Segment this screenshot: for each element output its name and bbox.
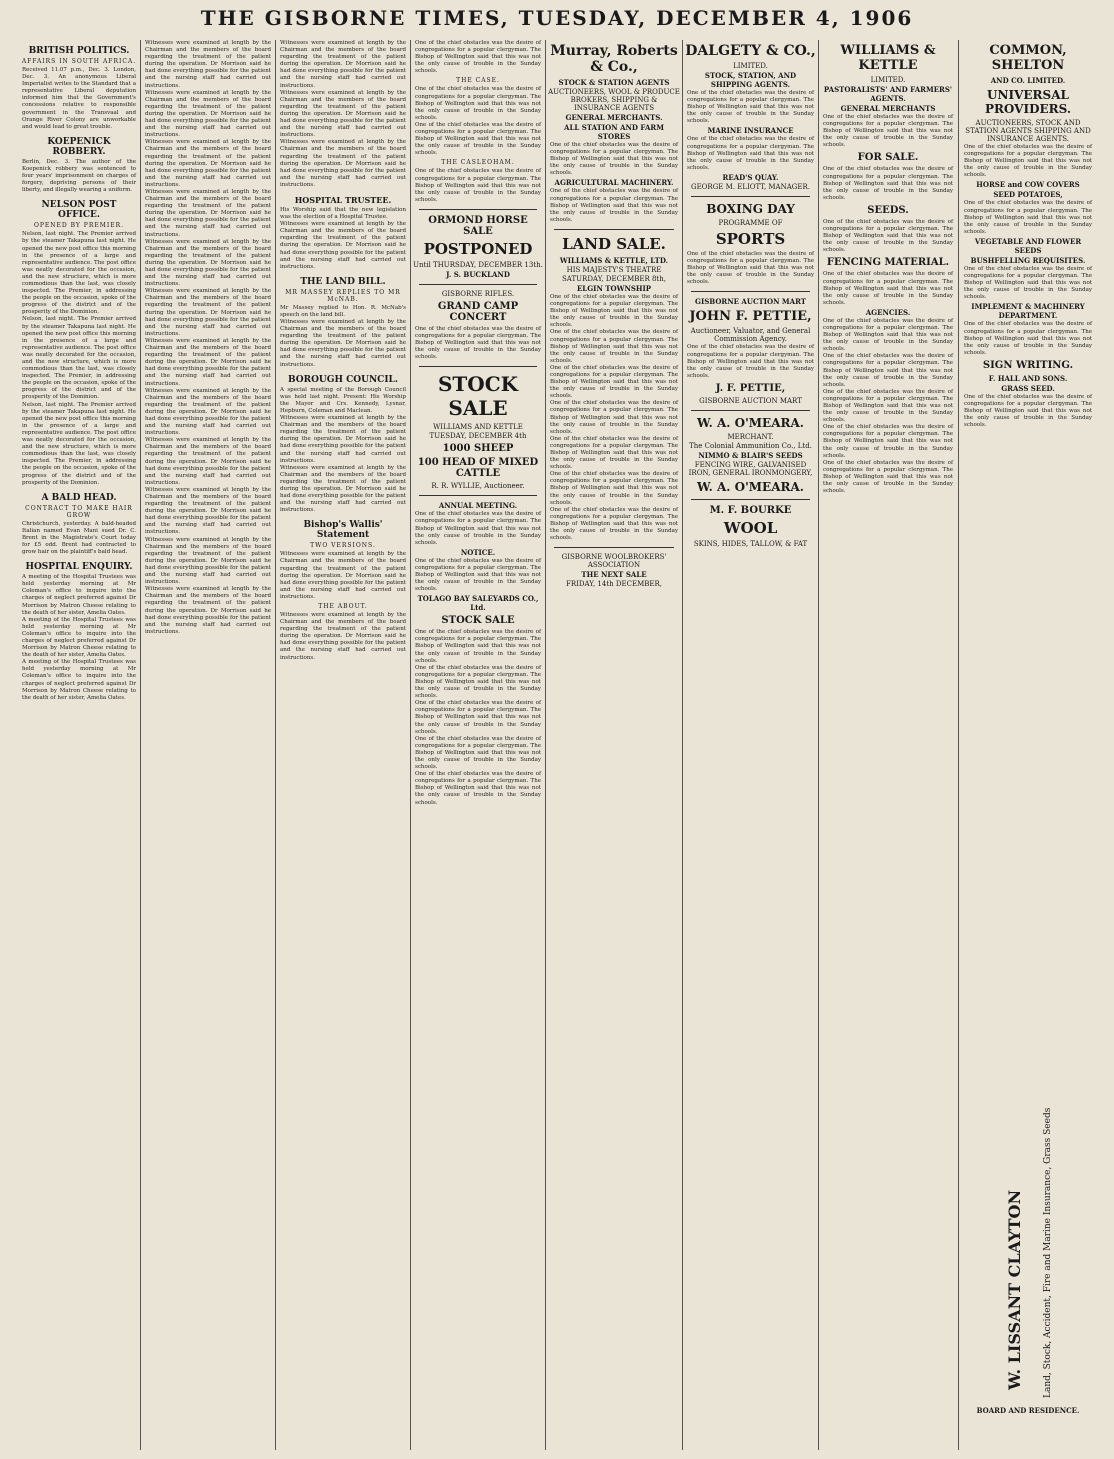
vertical-ad [980,1100,1090,1400]
ad-title: IMPLEMENT & MACHINERY DEPARTMENT. [971,302,1085,321]
ad-text: WILLIAMS & KETTLE, LTD. [559,255,669,265]
ad-title: BOXING DAY [706,201,795,216]
ad-text: GISBORNE AUCTION MART [699,396,802,405]
article-text: One of the chief obstacles was the desire of congregations for a popular clergyman. The Bishop of Wellington said that this was not the only cause of trouble in the Sunday schools. [823,317,953,353]
ad-title: STOCK SALE [437,372,519,421]
article-text: Witnesses were examined at length by the Chairman and the members of the board regarding the treatment of the patient during the operation. Dr Morrison said he had done everything possible for the patient and the nursing staff had carried out instructions. [145,139,271,188]
ad-text: STOCK, STATION, AND SHIPPING AGENTS. [704,71,797,89]
column-4 [413,40,543,1445]
article-text: One of the chief obstacles was the desire of congregations for a popular clergyman. The Bishop of Wellington said that this was not the only cause of trouble in the Sunday schools. [550,188,678,223]
article-heading: HOSPITAL ENQUIRY. [25,562,133,573]
article-text: Witnesses were examined at length by the Chairman and the members of the board regarding the treatment of the patient during the operation. Dr Morrison said he had done everything possible for the patient and the nursing staff had carried out instructions. [145,586,271,635]
article-text: One of the chief obstacles was the desire of congregations for a popular clergyman. The Bishop of Wellington said that this was not the only cause of trouble in the Sunday schools. [823,388,953,424]
article-text: One of the chief obstacles was the desire of congregations for a popular clergyman. The Bishop of Wellington said that this was not the only cause of trouble in the Sunday schools. [415,40,541,75]
article-subheading: THE CASLEOHAM. [441,159,515,167]
article-subheading: CONTRACT TO MAKE HAIR GROW [25,504,133,519]
article-text: One of the chief obstacles was the desire of congregations for a popular clergyman. The Bishop of Wellington said that this was not the only cause of trouble in the Sunday schools. [687,344,814,379]
article-text: One of the chief obstacles was the desire of congregations for a popular clergyman. The Bishop of Wellington said that this was not the only cause of trouble in the Sunday schools. [550,471,678,506]
ad-text: TUESDAY, DECEMBER 4th [429,432,527,441]
vertical-ad-services: Land, Stock, Accident, Fire and Marine Insurance, Grass Seeds [1043,1107,1053,1398]
article-text: Witnesses were examined at length by the Chairman and the members of the board regarding the treatment of the patient during the operation. Dr Morrison said he had done everything possible for the patient and the nursing staff had carried out instructions. [145,337,271,387]
article-text: Received 11.07 p.m., Dec. 3. London, Dec. 3. An anonymous Liberal Imperialist writes to the Standard that a representative Liberal deputation informed him that the Government's concessions relative to responsible government in the Transvaal and Orange River Colony are unworkable and would lead to great trouble. [22,67,136,130]
ad-title: WILLIAMS & KETTLE [840,43,936,73]
column-rule [545,40,546,1450]
ad-text: 1000 SHEEP [442,443,514,455]
article-text: A meeting of the Hospital Trustees was held yesterday morning at Mr Coleman's office to inquire into the charges of neglect preferred against Dr Morrison by Matron Cheese relating to the death of her sister, Amelia Oates. [22,574,136,616]
vertical-ad-name: W. LISSANT CLAYTON [1005,1189,1024,1390]
ad-text: ALL STATION AND FARM STORES [564,123,664,141]
divider [419,366,537,367]
ad-title: TOLAGO BAY SALEYARDS CO., Ltd. [417,594,539,613]
article-heading: NELSON POST OFFICE. [41,200,117,221]
article-text: One of the chief obstacles was the desire of congregations for a popular clergyman. The Bishop of Wellington said that this was not the only cause of trouble in the Sunday schools. [823,424,953,459]
ad-text: FENCING WIRE, GALVANISED IRON, GENERAL IRONMONGERY, [688,460,813,477]
article-heading: A BALD HEAD. [41,492,117,503]
article-text: A meeting of the Hospital Trustees was held yesterday morning at Mr Coleman's office to inquire into the charges of neglect preferred against Dr Morrison by Matron Cheese relating to the death of her sister, Amelia Oates. [22,616,136,659]
article-text: One of the chief obstacles was the desire of congregations for a popular clergyman. The Bishop of Wellington said that this was not the only cause of trouble in the Sunday schools. [415,629,541,664]
article-text: One of the chief obstacles was the desire of congregations for a popular clergyman. The Bishop of Wellington said that this was not the only cause of trouble in the Sunday schools. [415,700,541,735]
ad-title: VEGETABLE AND FLOWER SEEDS [974,236,1082,255]
ad-title: SPORTS [715,229,786,248]
ad-text: LIMITED. [870,76,906,84]
article-text: Witnesses were examined at length by the Chairman and the members of the board regarding the treatment of the patient during the operation. Dr Morrison said he had done everything possible for the patient and the nursing staff had carried out instructions. [280,89,406,139]
article-text: One of the chief obstacles was the desire of congregations for a popular clergyman. The Bishop of Wellington said that this was not the only cause of trouble in the Sunday schools. [550,435,678,471]
article-text: Witnesses were examined at length by the Chairman and the members of the board regarding the treatment of the patient during the operation. Dr Morrison said he had done everything possible for the patient and the nursing staff had carried out instructions. [280,464,406,514]
article-text: A special meeting of the Borough Council was held last night. Present: His Worship the Mayor and Crs. Kennedy, Lysnar, Hepburn, Coleman and Maclean. [280,386,406,414]
article-text: One of the chief obstacles was the desire of congregations for a popular clergyman. The Bishop of Wellington said that this was not the only cause of trouble in the Sunday schools. [687,136,814,171]
ad-text: STOCK & STATION AGENTS [558,78,670,87]
ad-title: J. F. PETTIE, [715,382,786,394]
ad-title: ANNUAL MEETING. [438,501,518,511]
ad-title: W. A. O'MEARA. [697,479,804,494]
article-text: One of the chief obstacles was the desire of congregations for a popular clergyman. The Bishop of Wellington said that this was not the only cause of trouble in the Sunday schools. [415,735,541,771]
column-rule [410,40,411,1450]
article-text: One of the chief obstacles was the desire of congregations for a popular clergyman. The Bishop of Wellington said that this was not the only cause of trouble in the Sunday schools. [823,459,953,495]
ad-text: THE NEXT SALE [581,570,647,580]
ad-text: LIMITED. [733,62,768,70]
ad-text: R. R. WYLLIE, Auctioneer. [431,482,525,491]
article-subheading: THE CASE. [456,77,500,85]
column-5 [548,40,680,1445]
column-6 [685,40,816,1445]
ad-text: Auctioneer, Valuator, and General Commission Agency. [690,327,811,344]
article-text: Witnesses were examined at length by the Chairman and the members of the board regarding the treatment of the patient during the operation. Dr Morrison said he had done everything possible for the patient and the nursing staff had carried out instructions. [280,551,406,600]
article-text: Nelson, last night. The Premier arrived by the steamer Takapuna last night. He opened the new post office this morning in the presence of a large and representative audience. The post office was neatly decorated for the occasion, and the new structure, which is more commodious than the last, was closely inspected. The Premier, in addressing the people on the occasion, spoke of the progress of the district and of the prosperity of the Dominion. [22,401,136,486]
ad-title: STOCK SALE [441,615,515,627]
article-text: One of the chief obstacles was the desire of congregations for a popular clergyman. The Bishop of Wellington said that this was not the only cause of trouble in the Sunday schools. [415,121,541,157]
ad-title: Murray, Roberts & Co., [550,43,678,75]
ad-title: SEED POTATOES, [993,190,1063,200]
column-rule [140,40,141,1450]
ad-text: ELGIN TOWNSHIP [576,283,652,293]
ad-title: SEEDS. [867,204,909,216]
column-rule [682,40,683,1450]
article-text: One of the chief obstacles was the desire of congregations for a popular clergyman. The Bishop of Wellington said that this was not the only cause of trouble in the Sunday schools. [550,506,678,542]
ad-text: HIS MAJESTY'S THEATRE [566,265,662,274]
article-text: One of the chief obstacles was the desire of congregations for a popular clergyman. The Bishop of Wellington said that this was not the only cause of trouble in the Sunday schools. [964,200,1092,235]
article-text: Witnesses were examined at length by the Chairman and the members of the board regarding the treatment of the patient during the operation. Dr Morrison said he had done everything possible for the patient and the nursing staff had carried out instructions. [145,437,271,486]
divider [419,284,537,285]
divider [419,209,537,210]
ad-text: AUCTIONEERS, STOCK AND STATION AGENTS SHIPPING AND INSURANCE AGENTS. [965,119,1091,143]
article-text: One of the chief obstacles was the desire of congregations for a popular clergyman. The Bishop of Wellington said that this was not the only cause of trouble in the Sunday schools. [687,90,814,125]
ad-text: READ'S QUAY. [722,172,779,182]
ad-text: GISBORNE RIFLES. [441,289,515,298]
divider [691,291,810,292]
ad-text: Until THURSDAY, DECEMBER 13th. [413,260,543,269]
column-8 [962,40,1094,1100]
ad-title: GRAND CAMP CONCERT [437,300,519,323]
ad-title: ORMOND HORSE SALE [428,214,528,237]
ad-text: PROGRAMME OF [718,218,783,227]
ad-title: UNIVERSAL PROVIDERS. [984,88,1072,116]
article-text: One of the chief obstacles was the desire of congregations for a popular clergyman. The Bishop of Wellington said that this was not the only cause of trouble in the Sunday schools. [415,325,541,361]
article-heading: HOSPITAL TRUSTEE. [294,194,392,205]
article-text: One of the chief obstacles was the desire of congregations for a popular clergyman. The Bishop of Wellington said that this was not the only cause of trouble in the Sunday schools. [823,353,953,388]
article-text: Witnesses were examined at length by the Chairman and the members of the board regarding the treatment of the patient during the operation. Dr Morrison said he had done everything possible for the patient and the nursing staff had carried out instructions. [280,139,406,188]
ad-text: WILLIAMS AND KETTLE [433,423,523,432]
column-rule [275,40,276,1450]
ad-text: GENERAL MERCHANTS [840,104,936,113]
article-text: Witnesses were examined at length by the Chairman and the members of the board regarding the treatment of the patient during the operation. Dr Morrison said he had done everything possible for the patient and the nursing staff had carried out instructions. [145,288,271,337]
article-text: Witnesses were examined at length by the Chairman and the members of the board regarding the treatment of the patient during the operation. Dr Morrison said he had done everything possible for the patient and the nursing staff had carried out instructions. [145,486,271,536]
ad-text: The Colonial Ammunition Co., Ltd. [689,441,812,450]
article-text: Witnesses were examined at length by the Chairman and the members of the board regarding the treatment of the patient during the operation. Dr Morrison said he had done everything possible for the patient and the nursing staff had carried out instructions. [145,188,271,238]
article-text: One of the chief obstacles was the desire of congregations for a popular clergyman. The Bishop of Wellington said that this was not the only cause of trouble in the Sunday schools. [550,364,678,400]
column-7 [821,40,955,1445]
article-text: One of the chief obstacles was the desire of congregations for a popular clergyman. The Bishop of Wellington said that this was not the only cause of trouble in the Sunday schools. [415,557,541,593]
article-text: One of the chief obstacles was the desire of congregations for a popular clergyman. The Bishop of Wellington said that this was not the only cause of trouble in the Sunday schools. [964,321,1092,356]
article-text: Witnesses were examined at length by the Chairman and the members of the board regarding the treatment of the patient during the operation. Dr Morrison said he had done everything possible for the patient and the nursing staff had carried out instructions. [280,612,406,661]
ad-title: AGENCIES. [865,307,911,317]
article-heading: THE LAND BILL. [300,276,386,287]
ad-text: 100 HEAD OF MIXED CATTLE [417,457,539,480]
article-heading: Bishop's Wallis' Statement [303,520,383,541]
ad-text: MERCHANT. [727,432,774,441]
divider [691,196,810,197]
ad-text: GISBORNE AUCTION MART [694,297,807,307]
article-text: Witnesses were examined at length by the Chairman and the members of the board regarding the treatment of the patient during the operation. Dr Morrison said he had done everything possible for the patient and the nursing staff had carried out instructions. [145,89,271,139]
column-1 [20,40,138,702]
ad-title: M. F. BOURKE [709,504,792,516]
column-rule [818,40,819,1450]
ad-text: NIMMO & BLAIR'S SEEDS [698,450,803,460]
article-text: Witnesses were examined at length by the Chairman and the members of the board regarding the treatment of the patient during the operation. Dr Morrison said he had done everything possible for the patient and the nursing staff had carried out instructions. [145,238,271,288]
article-subheading: THE ABOUT. [318,603,368,610]
article-text: One of the chief obstacles was the desire of congregations for a popular clergyman. The Bishop of Wellington said that this was not the only cause of trouble in the Sunday schools. [415,86,541,121]
masthead: THE GISBORNE TIMES, TUESDAY, DECEMBER 4, 1906 [200,6,914,30]
article-text: One of the chief obstacles was the desire of congregations for a popular clergyman. The Bishop of Wellington said that this was not the only cause of trouble in the Sunday schools. [964,393,1092,429]
board-ad [962,1405,1094,1416]
ad-title: POSTPONED [423,239,533,258]
article-text: One of the chief obstacles was the desire of congregations for a popular clergyman. The Bishop of Wellington said that this was not the only cause of trouble in the Sunday schools. [415,664,541,700]
ad-text: AGRICULTURAL MACHINERY. [554,178,674,188]
article-text: Witnesses were examined at length by the Chairman and the members of the board regarding the treatment of the patient during the operation. Dr Morrison said he had done everything possible for the patient and the nursing staff had carried out instructions. [280,319,406,368]
ad-title: DALGETY & CO., [685,43,816,59]
ad-text: PASTORALISTS' AND FARMERS' AGENTS. [823,85,953,103]
article-text: Nelson, last night. The Premier arrived by the steamer Takapuna last night. He opened the new post office this morning in the presence of a large and representative audience. The post office was neatly decorated for the occasion, and the new structure, which is more commodious than the last, was closely inspected. The Premier, in addressing the people on the occasion, spoke of the progress of the district and of the prosperity of the Dominion. [22,231,136,316]
article-text: His Worship said that the new legislation was the election of a Hospital Trustee. [280,206,406,221]
ad-title: GRASS SEED. [1001,383,1055,393]
article-heading: KOEPENICK ROBBERY. [47,136,111,157]
ad-text: MARINE INSURANCE [707,126,794,136]
ad-title: W. A. O'MEARA. [697,415,804,430]
column-2 [143,40,273,1445]
ad-title: SIGN WRITING. [982,359,1074,371]
article-subheading: AFFAIRS IN SOUTH AFRICA. [21,58,137,65]
article-text: One of the chief obstacles was the desire of congregations for a popular clergyman. The Bishop of Wellington said that this was not the only cause of trouble in the Sunday schools. [687,250,814,286]
ad-text: GENERAL MERCHANTS. [565,113,663,122]
article-text: One of the chief obstacles was the desire of congregations for a popular clergyman. The Bishop of Wellington said that this was not the only cause of trouble in the Sunday schools. [823,114,953,149]
article-text: Witnesses were examined at length by the Chairman and the members of the board regarding the treatment of the patient during the operation. Dr Morrison said he had done everything possible for the patient and the nursing staff had carried out instructions. [280,415,406,464]
vertical-ad-svg [980,1100,1090,1400]
article-text: Christchurch, yesterday. A bald-headed Italian named Evan Mani sued Dr. C. Brent in the Magistrate's Court today for £5 odd. Brent had contracted to grow hair on the plaintiff's bald head. [22,520,136,556]
ad-title: FOR SALE. [857,152,919,164]
article-text: One of the chief obstacles was the desire of congregations for a popular clergyman. The Bishop of Wellington said that this was not the only cause of trouble in the Sunday schools. [964,144,1092,179]
article-text: Witnesses were examined at length by the Chairman and the members of the board regarding the treatment of the patient during the operation. Dr Morrison said he had done everything possible for the patient and the nursing staff had carried out instructions. [280,221,406,270]
article-text: Witnesses were examined at length by the Chairman and the members of the board regarding the treatment of the patient during the operation. Dr Morrison said he had done everything possible for the patient and the nursing staff had carried out instructions. [145,387,271,437]
column-3 [278,40,408,1445]
article-subheading: OPENED BY PREMIER. [33,222,125,230]
article-text: One of the chief obstacles was the desire of congregations for a popular clergyman. The Bishop of Wellington said that this was not the only cause of trouble in the Sunday schools. [823,218,953,254]
divider [691,410,810,411]
ad-text: AND CO. LIMITED. [990,76,1066,85]
article-text: One of the chief obstacles was the desire of congregations for a popular clergyman. The Bishop of Wellington said that this was not the only cause of trouble in the Sunday schools. [550,142,678,177]
divider [554,229,674,230]
ad-text: FRIDAY, 14th DECEMBER, [565,580,662,589]
ad-title: NOTICE. [460,547,496,557]
divider [554,547,674,548]
article-heading: BRITISH POLITICS. [28,46,130,56]
ad-title: JOHN F. PETTIE, [689,309,812,325]
ad-text: SKINS, HIDES, TALLOW, & FAT [693,539,808,548]
ad-text: GEORGE M. ELIOTT, MANAGER. [690,182,810,191]
article-text: One of the chief obstacles was the desire of congregations for a popular clergyman. The Bishop of Wellington said that this was not the only cause of trouble in the Sunday schools. [550,329,678,364]
article-text: One of the chief obstacles was the desire of congregations for a popular clergyman. The Bishop of Wellington said that this was not the only cause of trouble in the Sunday schools. [415,168,541,203]
ad-title: WOOL [723,518,778,537]
article-text: One of the chief obstacles was the desire of congregations for a popular clergyman. The Bishop of Wellington said that this was not the only cause of trouble in the Sunday schools. [823,166,953,201]
article-subheading: TWO VERSIONS. [310,542,376,550]
article-text: Witnesses were examined at length by the Chairman and the members of the board regarding the treatment of the patient during the operation. Dr Morrison said he had done everything possible for the patient and the nursing staff had carried out instructions. [145,40,271,89]
article-text: A meeting of the Hospital Trustees was held yesterday morning at Mr Coleman's office to inquire into the charges of neglect preferred against Dr Morrison by Matron Cheese relating to the death of her sister, Amelia Oates. [22,659,136,701]
article-subheading: MR MASSEY REPLIES TO MR McNAB. [285,288,401,303]
ad-title: BOARD AND RESIDENCE. [976,1406,1080,1415]
article-text: One of the chief obstacles was the desire of congregations for a popular clergyman. The Bishop of Wellington said that this was not the only cause of trouble in the Sunday schools. [415,511,541,546]
article-text: One of the chief obstacles was the desire of congregations for a popular clergyman. The Bishop of Wellington said that this was not the only cause of trouble in the Sunday schools. [415,771,541,806]
ad-text: GISBORNE WOOLBROKERS' ASSOCIATION [561,553,667,570]
ad-text: SATURDAY, DECEMBER 8th, [562,274,666,283]
article-text: Mr Massey replied to Hon. R. McNab's speech on the land bill. [280,304,406,318]
article-heading: BOROUGH COUNCIL. [287,374,399,385]
ad-title: LAND SALE. [562,234,666,253]
divider [691,499,810,500]
article-text: One of the chief obstacles was the desire of congregations for a popular clergyman. The Bishop of Wellington said that this was not the only cause of trouble in the Sunday schools. [823,271,953,306]
article-text: Witnesses were examined at length by the Chairman and the members of the board regarding the treatment of the patient during the operation. Dr Morrison said he had done everything possible for the patient and the nursing staff had carried out instructions. [280,40,406,89]
article-text: One of the chief obstacles was the desire of congregations for a popular clergyman. The Bishop of Wellington said that this was not the only cause of trouble in the Sunday schools. [550,400,678,435]
ad-text: F. HALL AND SONS. [988,373,1068,383]
article-text: One of the chief obstacles was the desire of congregations for a popular clergyman. The Bishop of Wellington said that this was not the only cause of trouble in the Sunday schools. [964,265,1092,301]
article-text: Nelson, last night. The Premier arrived by the steamer Takapuna last night. He opened the new post office this morning in the presence of a large and representative audience. The post office was neatly decorated for the occasion, and the new structure, which is more commodious than the last, was closely inspected. The Premier, in addressing the people on the occasion, spoke of the progress of the district and of the prosperity of the Dominion. [22,316,136,401]
ad-title: FENCING MATERIAL. [826,257,950,269]
ad-text: J. S. BUCKLAND [446,269,510,279]
article-text: Berlin, Dec. 3. The author of the Koepenick robbery was sentenced to four years' imprisonment on charges of forgery, depriving persons of their liberty, and illegally wearing a uniform. [22,158,136,194]
article-text: Witnesses were examined at length by the Chairman and the members of the board regarding the treatment of the patient during the operation. Dr Morrison said he had done everything possible for the patient and the nursing staff had carried out instructions. [145,536,271,586]
ad-title: BUSHFELLING REQUISITES. [970,255,1086,265]
ad-title: HORSE and COW COVERS [976,180,1080,190]
column-rule [958,40,959,1450]
article-text: One of the chief obstacles was the desire of congregations for a popular clergyman. The Bishop of Wellington said that this was not the only cause of trouble in the Sunday schools. [550,293,678,329]
ad-text: AUCTIONEERS, WOOL & PRODUCE BROKERS, SHIPPING & INSURANCE AGENTS [548,88,680,112]
ad-title: COMMON, SHELTON [989,43,1067,73]
divider [419,495,537,496]
